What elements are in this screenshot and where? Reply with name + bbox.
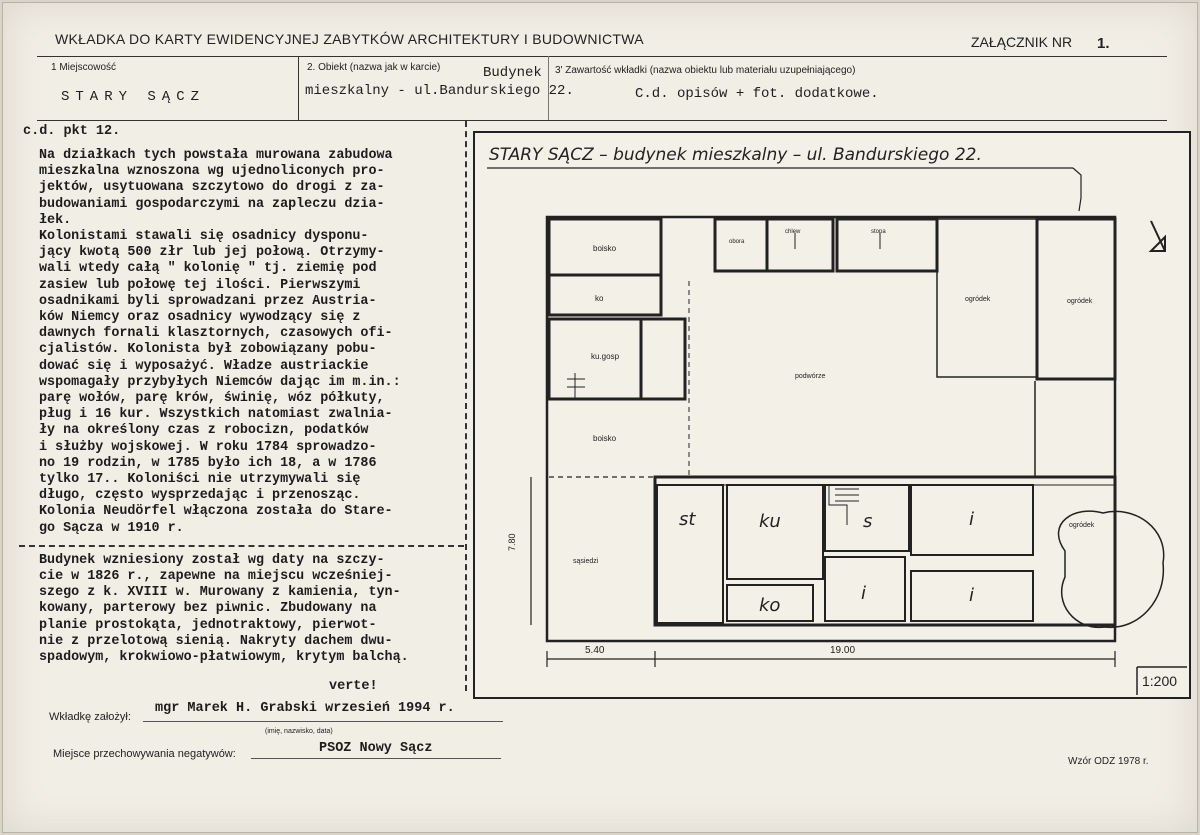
author-hint: (imię, nazwisko, data) bbox=[265, 728, 333, 735]
attachment-number: 1. bbox=[1097, 35, 1110, 52]
author-value: mgr Marek H. Grabski wrzesień 1994 r. bbox=[155, 701, 455, 716]
text-line: dawnych fornali klasztornych, czasowych ofi- bbox=[39, 326, 393, 342]
verte-note: verte! bbox=[329, 679, 378, 694]
form-title: WKŁADKA DO KARTY EWIDENCYJNEJ ZABYTKÓW ARCHITEKTURY I BUDOWNICTWA bbox=[55, 31, 644, 47]
label-ogrodek-2: ogródek bbox=[1067, 298, 1093, 305]
text-line: ków Niemcy oraz osadnicy wywodzący się z bbox=[39, 310, 361, 326]
text-line: jący kwotą 500 złr lub jej połową. Otrzymy- bbox=[39, 245, 385, 261]
text-line: mieszkalna wznoszona wg ujednoliconych pro- bbox=[39, 164, 385, 180]
label-obora: obora bbox=[729, 239, 745, 245]
attachment-label: ZAŁĄCZNIK NR bbox=[971, 34, 1073, 50]
paragraph-separator bbox=[19, 545, 464, 547]
text-line: Budynek wzniesiony został wg daty na szczy- bbox=[39, 552, 385, 568]
text-line: nie z przelotową sienią. Nakryty dachem dwu- bbox=[39, 633, 393, 649]
paragraph-history bbox=[39, 148, 464, 537]
text-line: jektów, usytuowana szczytowo do drogi z za- bbox=[39, 180, 385, 196]
field1-value: STARY SĄCZ bbox=[61, 89, 206, 105]
dim-main: 19.00 bbox=[830, 645, 856, 656]
text-line: długo, często wysprzedając i przenosząc. bbox=[39, 488, 361, 504]
plan-scale: 1:200 bbox=[1142, 673, 1178, 689]
field3-label: 3' Zawartość wkładki (nazwa obiektu lub materiału uzupełniającego) bbox=[555, 65, 856, 76]
text-line: Kolonistami stawali się osadnicy dysponu- bbox=[39, 229, 369, 245]
label-boisko-1: boisko bbox=[593, 244, 617, 253]
stopa-block bbox=[837, 219, 937, 271]
header-rule bbox=[37, 56, 1167, 57]
floor-plan-drawing bbox=[475, 133, 1189, 697]
author-underline bbox=[143, 721, 503, 722]
storage-label: Miejsce przechowywania negatywów: bbox=[53, 748, 236, 760]
stable-block bbox=[715, 219, 833, 271]
label-i-2: i bbox=[969, 509, 975, 530]
room-ku bbox=[727, 485, 823, 579]
dim-left: 5.40 bbox=[585, 645, 605, 656]
text-line: wspomagały przybyłych Niemców dając im m.in.: bbox=[39, 374, 401, 390]
record-card bbox=[2, 2, 1198, 833]
stairs-small bbox=[567, 373, 585, 399]
label-boisko-2: boisko bbox=[593, 434, 617, 443]
text-line: szego z k. XVIII w. Murowany z kamienia, tyn- bbox=[39, 585, 401, 601]
continuation-label: c.d. pkt 12. bbox=[23, 124, 121, 139]
text-line: cjalistów. Kolonista był zobowiązany pobu- bbox=[39, 342, 377, 358]
field2-value-a: Budynek bbox=[483, 65, 542, 81]
storage-value: PSOZ Nowy Sącz bbox=[319, 741, 433, 756]
text-line: Kolonia Neudörfel włączona została do Stare- bbox=[39, 504, 393, 520]
text-line: planie prostokąta, jednotraktowy, pierwot- bbox=[39, 617, 377, 633]
label-ko-small: ko bbox=[595, 294, 604, 303]
form-model: Wzór ODZ 1978 r. bbox=[1068, 756, 1149, 767]
label-i-3: i bbox=[969, 585, 975, 606]
text-line: tylko 17.. Koloniści nie utrzymywali się bbox=[39, 472, 361, 488]
text-line: łek. bbox=[39, 212, 72, 228]
text-line: zasiew lub połowę tej ilości. Pierwszymi bbox=[39, 277, 361, 293]
field2-value-b: mieszkalny - ul.Bandurskiego 22. bbox=[305, 83, 574, 99]
label-ku-gosp: ku.gosp bbox=[591, 352, 620, 361]
text-line: osadnikami byli sprowadzani przez Austria- bbox=[39, 293, 377, 309]
label-i-1: i bbox=[861, 583, 867, 604]
author-label: Wkładkę założył: bbox=[49, 711, 131, 723]
label-s: s bbox=[863, 511, 873, 532]
field2-label: 2. Obiekt (nazwa jak w karcie) bbox=[307, 62, 441, 73]
text-line: pług i 16 kur. Wszystkich natomiast zwalnia- bbox=[39, 407, 393, 423]
text-line: go Sącza w 1910 r. bbox=[39, 520, 184, 536]
label-ku: ku bbox=[759, 511, 781, 532]
label-ogrodek-3: ogródek bbox=[1069, 522, 1095, 529]
text-line: parę wołów, parę krów, świnię, wóz półkuty, bbox=[39, 391, 385, 407]
description-text bbox=[39, 148, 464, 666]
text-line: wali wtedy całą " kolonię " tj. ziemię pod bbox=[39, 261, 377, 277]
dim-height: 7.80 bbox=[507, 533, 517, 551]
stairs-main bbox=[829, 485, 859, 525]
label-sasiedzi: sąsiedzi bbox=[573, 558, 599, 565]
plan-title: STARY SĄCZ – budynek mieszkalny – ul. Bandurskiego 22. bbox=[489, 145, 982, 165]
storage-underline bbox=[251, 758, 501, 759]
header-divider-1 bbox=[298, 56, 299, 120]
text-line: cie w 1826 r., zapewne na miejscu wcześniej- bbox=[39, 569, 393, 585]
paragraph-building bbox=[39, 553, 464, 666]
north-arrow-icon bbox=[1151, 221, 1165, 251]
text-line: ły na określony czas z robocizn, podatków bbox=[39, 423, 369, 439]
text-line: no 19 rodzin, w 1785 było ich 18, a w 1786 bbox=[39, 455, 377, 471]
text-line: dować się i wyposażyć. Władze austriackie bbox=[39, 358, 369, 374]
field1-label: 1 Miejscowość bbox=[51, 62, 117, 73]
field3-value: C.d. opisów + fot. dodatkowe. bbox=[635, 86, 879, 102]
label-stopa: stopa bbox=[871, 229, 886, 235]
floor-plan bbox=[473, 131, 1191, 699]
room-side bbox=[641, 319, 685, 399]
label-ko: ko bbox=[759, 595, 781, 616]
title-leader bbox=[1073, 168, 1081, 211]
label-ogrodek-1: ogródek bbox=[965, 296, 991, 303]
header-bottom-rule bbox=[37, 120, 1167, 121]
label-st: st bbox=[679, 509, 696, 530]
text-line: budowaniami gospodarczymi na zapleczu dzia- bbox=[39, 196, 385, 212]
label-chlew: chlew bbox=[785, 229, 801, 235]
text-line: kowany, parterowy bez piwnic. Zbudowany na bbox=[39, 601, 377, 617]
text-line: Na działkach tych powstała murowana zabudowa bbox=[39, 148, 393, 163]
text-line: spadowym, krokwiowo-płatwiowym, krytym balchą. bbox=[39, 650, 409, 666]
column-divider bbox=[465, 121, 467, 691]
text-line: i służby wojskowej. W roku 1784 sprowadzo- bbox=[39, 439, 377, 455]
room-st bbox=[657, 485, 723, 623]
label-podworze: podwórze bbox=[795, 373, 826, 380]
room-ko-small bbox=[549, 275, 661, 315]
plot-boundary bbox=[547, 217, 1115, 641]
